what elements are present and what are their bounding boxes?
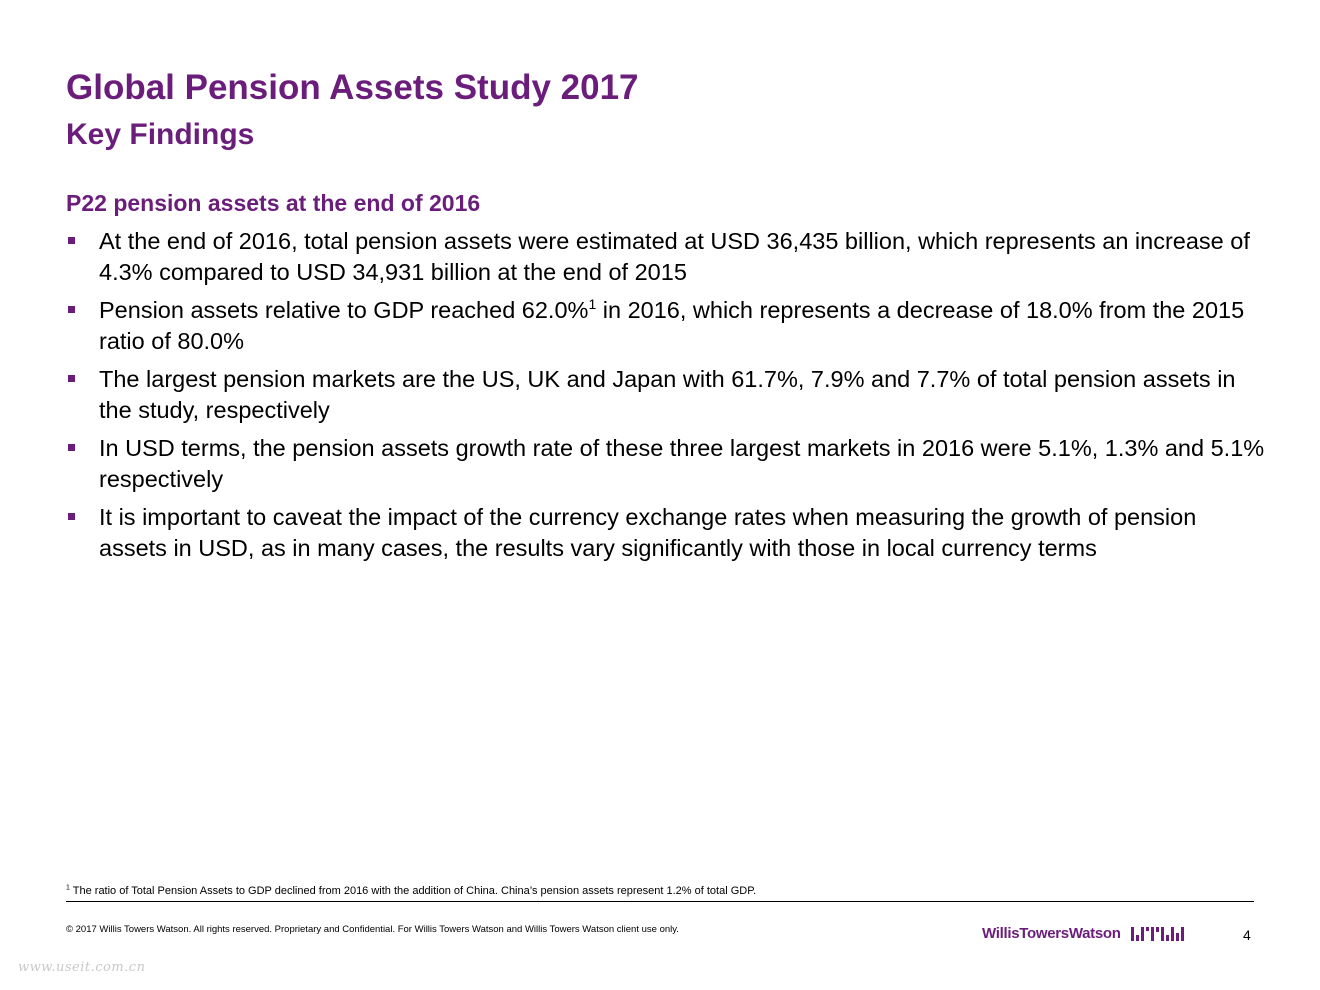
watermark: www.useit.com.cn	[18, 960, 146, 975]
footnote-text: The ratio of Total Pension Assets to GDP declined from 2016 with the addition of China. China’s pension assets represent 1.2% of total GDP.	[69, 885, 757, 897]
footnote-marker: 1	[66, 884, 70, 892]
square-bullet-icon	[68, 513, 75, 520]
square-bullet-icon	[68, 444, 75, 451]
square-bullet-icon	[68, 237, 75, 244]
bullet-text: Pension assets relative to GDP reached 62.0%	[99, 297, 589, 323]
bullet-text: In USD terms, the pension assets growth rate of these three largest markets in 2016 were 5.1%, 1.3% and 5.1% respectively	[99, 435, 1265, 492]
section-heading: P22 pension assets at the end of 2016	[66, 190, 481, 216]
page-number: 4	[1243, 927, 1251, 943]
bullet-text: It is important to caveat the impact of the currency exchange rates when measuring the growth of pension assets in USD, as in many cases, the results vary significantly with those in local currency terms	[99, 504, 1197, 561]
list-item	[66, 226, 1266, 288]
key-findings-list	[66, 226, 1266, 571]
footnote-reference: 1	[588, 296, 597, 313]
wtw-logo-mark-icon	[1131, 927, 1187, 941]
page-subtitle: Key Findings	[66, 118, 255, 151]
list-item	[66, 364, 1266, 426]
square-bullet-icon	[68, 375, 75, 382]
list-item	[66, 295, 1266, 357]
page-title: Global Pension Assets Study 2017	[66, 68, 639, 107]
logo-wordmark: WillisTowersWatson	[982, 925, 1121, 942]
bullet-text: The largest pension markets are the US, UK and Japan with 61.7%, 7.9% and 7.7% of total pension assets in the study, respectively	[99, 366, 1236, 423]
footer-divider	[66, 901, 1254, 902]
bullet-text: in 2016, which represents a decrease of 18.0% from the 2015 ratio of 80.0%	[99, 297, 1245, 354]
footnote	[66, 884, 756, 898]
square-bullet-icon	[68, 306, 75, 313]
company-logo	[982, 924, 1187, 944]
list-item	[66, 502, 1266, 564]
list-item	[66, 433, 1266, 495]
bullet-text: At the end of 2016, total pension assets were estimated at USD 36,435 billion, which represents an increase of 4.3% compared to USD 34,931 billion at the end of 2015	[99, 228, 1250, 285]
copyright-notice: © 2017 Willis Towers Watson. All rights reserved. Proprietary and Confidential. For Willis Towers Watson and Willis Towers Watson client use only.	[66, 924, 679, 935]
